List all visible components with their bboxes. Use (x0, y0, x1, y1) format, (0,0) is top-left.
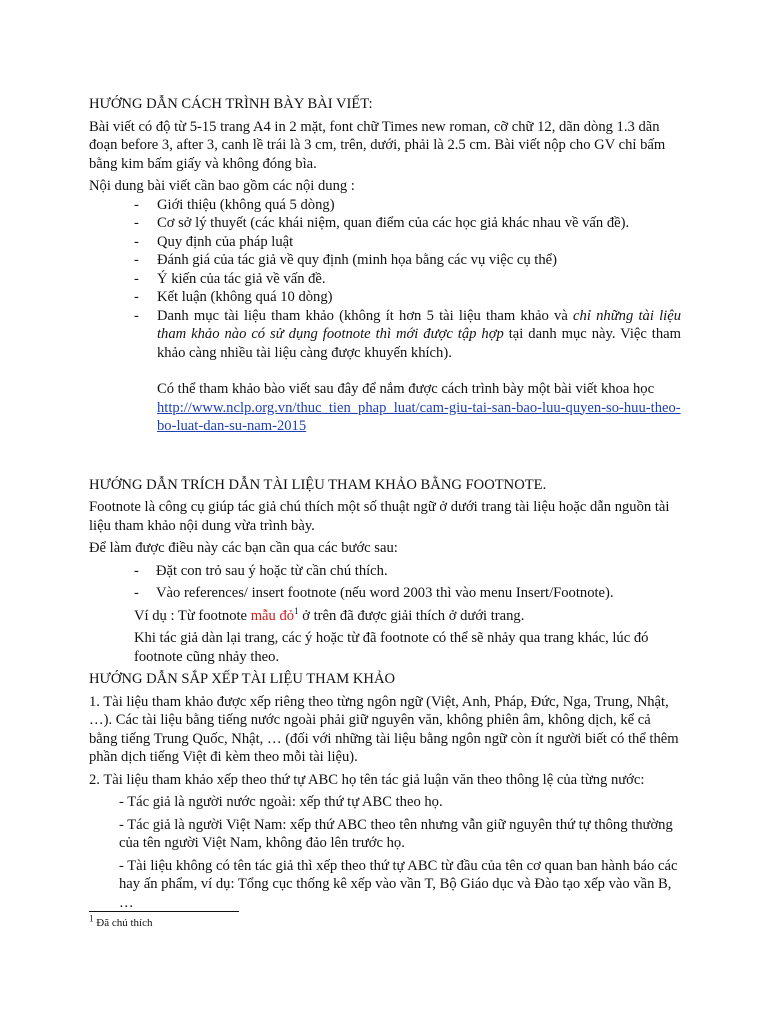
content-list-item: - Kết luận (không quá 10 dòng) (134, 289, 333, 305)
footnote-entry (89, 913, 153, 930)
references-italic-note: chỉ những tài liệu tham khảo nào có sử dụng footnote thì mới được tập hợp (157, 307, 681, 342)
references-sub-rule: - Tác giả là người Việt Nam: xếp thứ ABC theo tên nhưng vẫn giữ nguyên thứ tự thông thường của tên người Việt Nam, không đảo lên trước họ. (119, 816, 673, 851)
content-intro: Nội dung bài viết cần bao gồm các nội dung : (89, 178, 355, 194)
content-list-item: - Ý kiến của tác giả về vấn đề. (134, 270, 326, 287)
footnote-reference-mark[interactable]: 1 (294, 605, 299, 616)
document-body (89, 95, 681, 912)
content-list (89, 196, 681, 363)
content-list-item: - Giới thiệu (không quá 5 dòng) (134, 196, 335, 213)
section-title-references-order: HƯỚNG DẪN SẮP XẾP TÀI LIỆU THAM KHẢO (89, 671, 396, 687)
reference-intro: Có thể tham khảo bào viết sau đây để nắm được cách trình bày một bài viết khoa học (157, 381, 655, 397)
references-abc-rule: 2. Tài liệu tham khảo xếp theo thứ tự ABC họ tên tác giả luận văn theo thông lệ của từng nước: (89, 771, 645, 788)
footnote-text: Đã chú thích (93, 917, 153, 929)
content-list-item: - Quy định của pháp luật (134, 233, 294, 250)
footnote-steps-list (89, 562, 681, 603)
section-title-footnote: HƯỚNG DẪN TRÍCH DẪN TÀI LIỆU THAM KHẢO BẰNG FOOTNOTE. (89, 476, 547, 493)
content-list-item-references: - Danh mục tài liệu tham khảo (không ít hơn 5 tài liệu tham khảo và chỉ những tài liệu tham khảo nào có sử dụng footnote thì mới được tập hợp tại danh mục này. Việc tham khảo càng nhiều tài liệu càng được khuyến khích). (134, 307, 681, 361)
footnote-example: Ví dụ : Từ footnote mẫu đỏ$^1$ ở trên đã được giải thích ở dưới trang. (134, 605, 525, 624)
footnote-pagination-note: Khi tác giả dàn lại trang, các ý hoặc từ đã footnote có thể sẽ nhảy qua trang khác, lúc đó footnote cũng nhảy theo. (134, 630, 649, 665)
footnote-step: - Đặt con trỏ sau ý hoặc từ cần chú thích. (134, 562, 388, 579)
section-title-presentation: HƯỚNG DẪN CÁCH TRÌNH BÀY BÀI VIẾT: (89, 96, 373, 112)
footnote-steps-intro: Để làm được điều này các bạn cần qua các bước sau: (89, 540, 398, 556)
reference-link-wrap (89, 399, 681, 436)
content-list-item: - Cơ sở lý thuyết (các khái niệm, quan điểm của các học giả khác nhau về vấn đề). (134, 215, 630, 231)
reference-link[interactable]: http://www.nclp.org.vn/thuc_tien_phap_luat/cam-giu-tai-san-bao-luu-quyen-so-huu-theo-bo-luat-dan-su-nam-2015 (157, 399, 681, 434)
references-sub-rule: - Tài liệu không có tên tác giả thì xếp theo thứ tự ABC từ đầu của tên cơ quan ban hành báo các hay ấn phẩm, ví dụ: Tổng cục thống kê xếp vào vần T, Bộ Giáo dục và Đào tạo xếp vào vần B, … (119, 857, 678, 911)
content-list-item: - Đánh giá của tác giả về quy định (minh họa bằng các vụ việc cụ thể) (134, 252, 557, 268)
references-sub-rule: - Tác giả là người nước ngoài: xếp thứ tự ABC theo họ. (119, 794, 443, 810)
footnote-step: - Vào references/ insert footnote (nếu word 2003 thì vào menu Insert/Footnote). (134, 585, 614, 601)
presentation-paragraph: Bài viết có độ từ 5-15 trang A4 in 2 mặt, font chữ Times new roman, cỡ chữ 12, dãn dòng 1.3 dãn đoạn before 3, after 3, canh lề trái là 3 cm, trên, dưới, phải là 2.5 cm. Bài viết nộp cho GV chỉ bấm bằng kim bấm giấy và không đóng bìa. (89, 118, 666, 172)
footnote-number: 1 (89, 913, 94, 924)
references-language-rule: 1. Tài liệu tham khảo được xếp riêng theo từng ngôn ngữ (Việt, Anh, Pháp, Đức, Nga, Trung, Nhật, …). Các tài liệu bằng tiếng nước ngoài phải giữ nguyên văn, không phiên âm, không dịch, kể cả bằng tiếng Trung Quốc, Nhật, … (đối với những tài liệu bằng ngôn ngữ còn ít người biết có thể thêm phần dịch tiếng Việt đi kèm theo mỗi tài liệu). (89, 693, 679, 765)
footnote-separator (89, 911, 239, 912)
footnote-definition: Footnote là công cụ giúp tác giả chú thích một số thuật ngữ ở dưới trang tài liệu hoặc dẫn nguồn tài liệu tham khảo nội dung vừa trình bày. (89, 499, 670, 534)
footnote-red-sample: mẫu đỏ (250, 607, 295, 624)
